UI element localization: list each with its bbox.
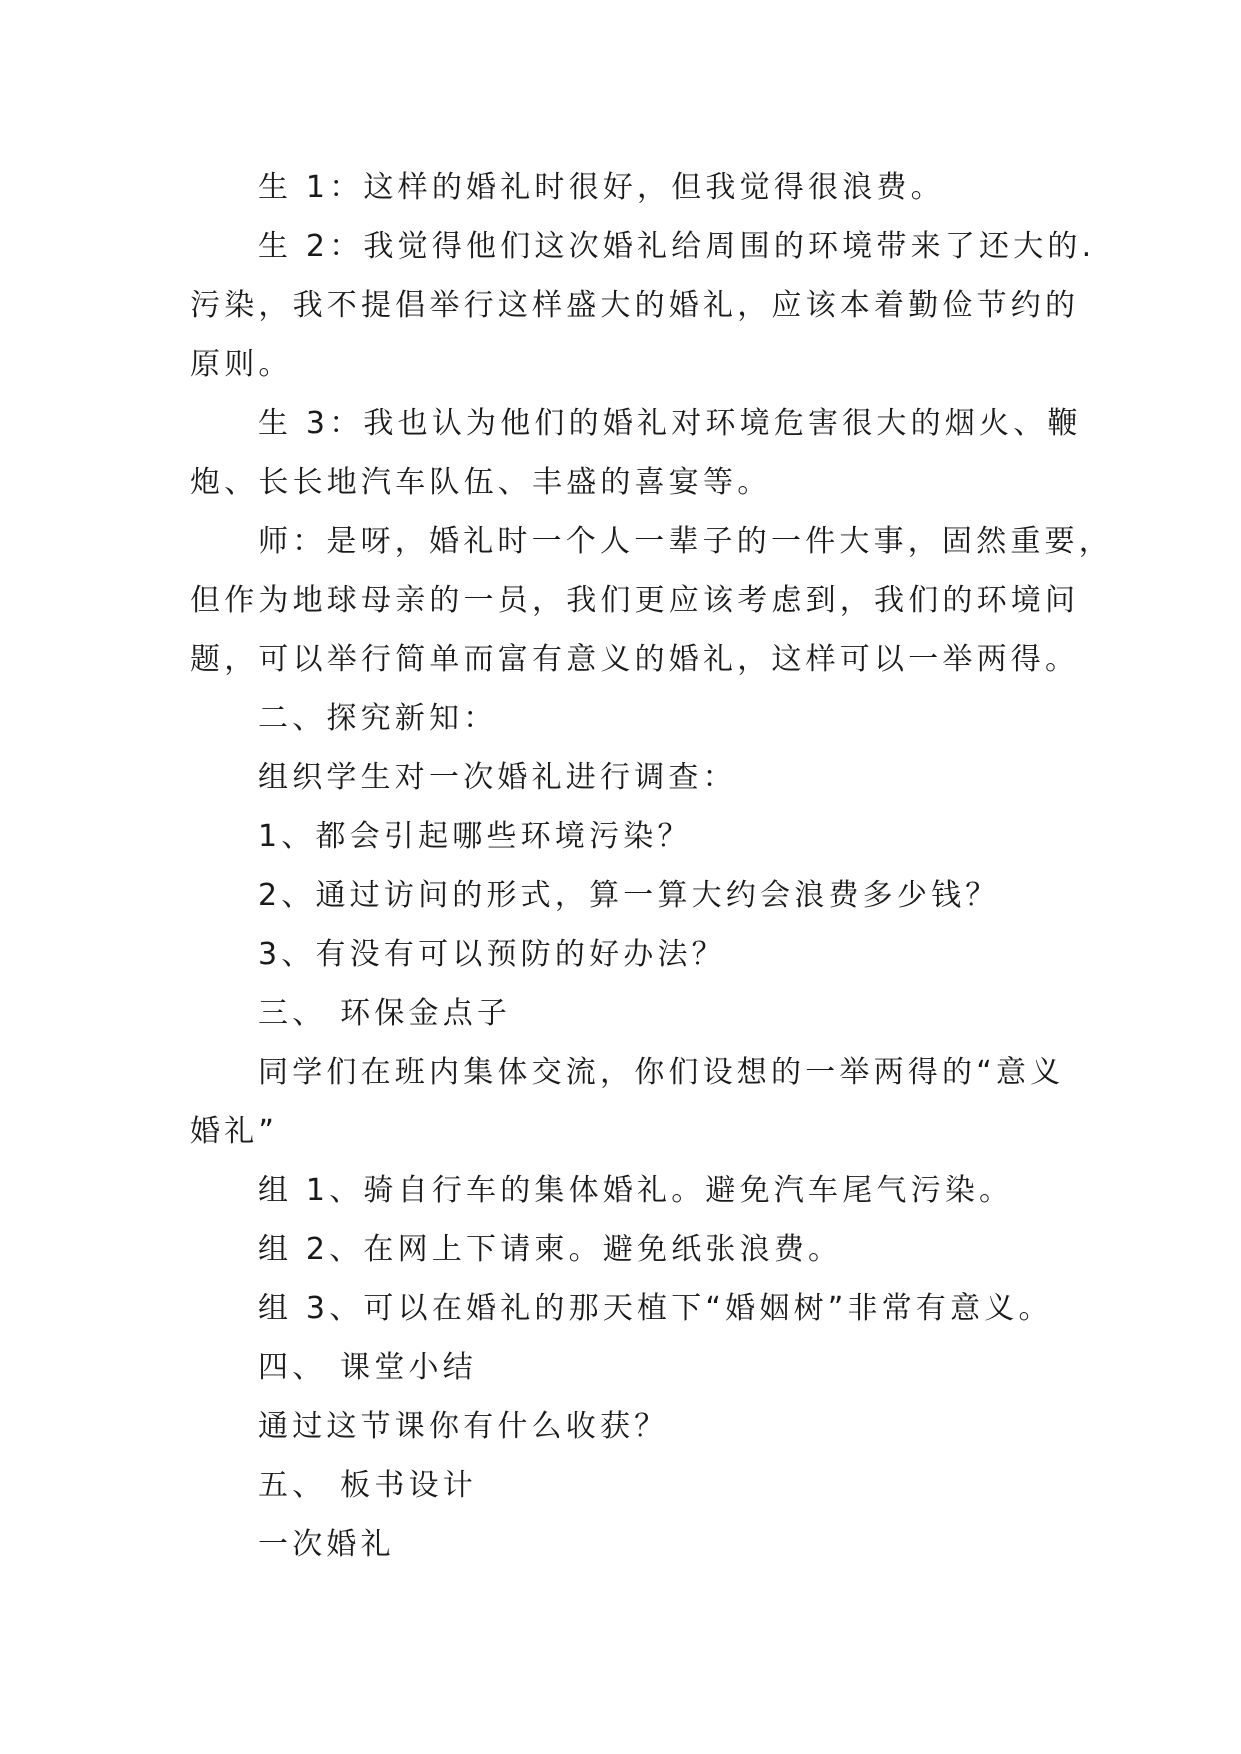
list-item-group-3 xyxy=(190,1279,1070,1338)
text-line: 生 3：我也认为他们的婚礼对环境危害很大的烟火、鞭 xyxy=(258,406,1082,441)
text-line: 组织学生对一次婚礼进行调查： xyxy=(258,760,737,795)
section-heading-explore xyxy=(190,689,1070,748)
list-item-group-1 xyxy=(190,1161,1070,1220)
section-heading-ideas xyxy=(190,984,1070,1043)
text-line: 污染，我不提倡举行这样盛大的婚礼，应该本着勤俭节约的 xyxy=(190,288,1080,323)
list-item-group-2 xyxy=(190,1220,1070,1279)
document-body xyxy=(190,158,1113,1574)
text-line: 三、 环保金点子 xyxy=(258,996,512,1031)
text-line: 四、 课堂小结 xyxy=(258,1350,477,1385)
paragraph-teacher xyxy=(190,512,1113,689)
text-line: 炮、长长地汽车队伍、丰盛的喜宴等。 xyxy=(190,465,772,500)
text-line: 组 2、在网上下请柬。避免纸张浪费。 xyxy=(258,1232,843,1267)
paragraph-summary-question xyxy=(190,1397,1070,1456)
text-line: 题，可以举行简单而富有意义的婚礼，这样可以一举两得。 xyxy=(190,642,1080,677)
text-line: 五、 板书设计 xyxy=(258,1468,477,1503)
text-line: 生 2：我觉得他们这次婚礼给周围的环境带来了还大的. xyxy=(258,229,1096,264)
text-line: 同学们在班内集体交流，你们设想的一举两得的“意义 xyxy=(258,1055,1065,1090)
text-line: 组 1、骑自行车的集体婚礼。避免汽车尾气污染。 xyxy=(258,1173,1014,1208)
text-line: 2、通过访问的形式，算一算大约会浪费多少钱？ xyxy=(258,878,1000,913)
text-line: 原则。 xyxy=(190,347,293,382)
text-line: 通过这节课你有什么收获？ xyxy=(258,1409,669,1444)
text-line: 组 3、可以在婚礼的那天植下“婚姻树”非常有意义。 xyxy=(258,1291,1053,1326)
paragraph-student-2 xyxy=(190,217,1096,394)
list-item-question-3 xyxy=(190,925,1070,984)
text-line: 二、探究新知： xyxy=(258,701,498,736)
paragraph-student-1 xyxy=(190,158,1070,217)
text-line: 但作为地球母亲的一员，我们更应该考虑到，我们的环境问 xyxy=(190,583,1080,618)
text-line: 1、都会引起哪些环境污染？ xyxy=(258,819,692,854)
paragraph-class-exchange xyxy=(190,1043,1070,1161)
paragraph-survey-intro xyxy=(190,748,1070,807)
text-line: 3、有没有可以预防的好办法？ xyxy=(258,937,726,972)
list-item-question-2 xyxy=(190,866,1070,925)
paragraph-student-3 xyxy=(190,394,1082,512)
paragraph-board-title xyxy=(190,1515,1070,1574)
text-line: 一次婚礼 xyxy=(258,1527,395,1562)
section-heading-board-design xyxy=(190,1456,1070,1515)
text-line: 婚礼” xyxy=(190,1114,279,1149)
section-heading-summary xyxy=(190,1338,1070,1397)
text-line: 生 1：这样的婚礼时很好，但我觉得很浪费。 xyxy=(258,170,945,205)
text-line: 师：是呀，婚礼时一个人一辈子的一件大事，固然重要， xyxy=(258,524,1113,559)
list-item-question-1 xyxy=(190,807,1070,866)
